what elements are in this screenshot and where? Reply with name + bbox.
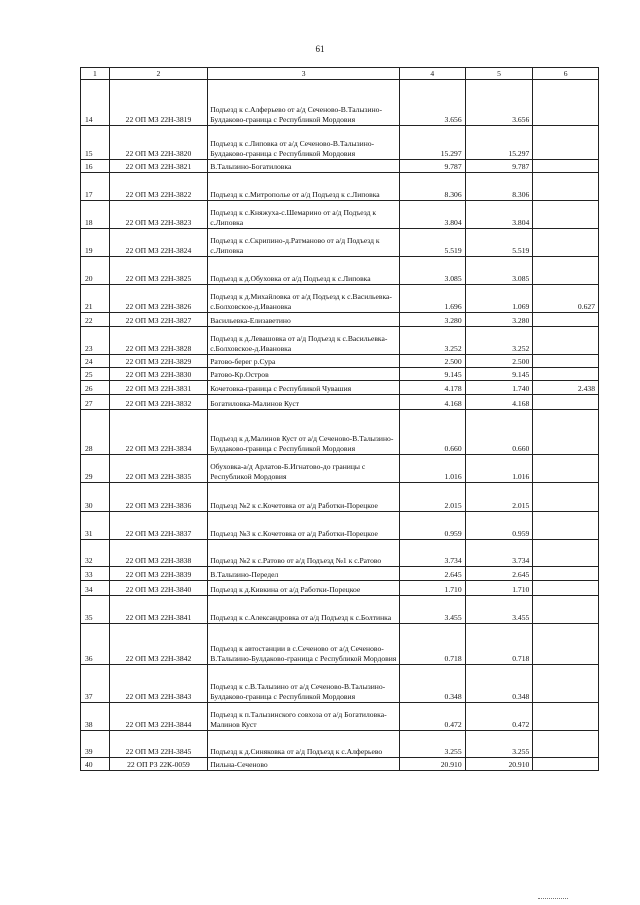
row-number: 35 [81,596,110,624]
length-col5: 1.740 [465,381,533,395]
length-total: 2.500 [400,355,466,368]
length-total: 3.734 [400,540,466,567]
table-row [81,395,599,410]
road-id: 22 ОП МЗ 22Н-3832 [109,395,207,410]
length-total: 0.348 [400,665,466,703]
road-id: 22 ОП МЗ 22Н-3839 [109,567,207,581]
length-col5: 2.645 [465,567,533,581]
table-row [81,285,599,313]
length-col6 [533,703,599,731]
road-name: Подъезд к п.Талызинского совхоза от а/д Богатиловка-Малинов Куст [208,703,400,731]
length-col5: 0.660 [465,410,533,455]
length-col6 [533,257,599,285]
length-total: 20.910 [400,758,466,771]
row-number: 26 [81,381,110,395]
table-row [81,758,599,771]
length-col6 [533,665,599,703]
length-col5: 9.787 [465,160,533,173]
length-col5: 0.348 [465,665,533,703]
table-row [81,257,599,285]
table-row [81,381,599,395]
road-name: Подъезд к с.Княжуха-с.Шемарино от а/д Подъезд к с.Липовка [208,201,400,229]
road-name: Подъезд к д.Михайловка от а/д Подъезд к с.Васильевка-с.Болховское-д.Ивановка [208,285,400,313]
row-number: 33 [81,567,110,581]
length-col6 [533,581,599,596]
length-col5: 3.804 [465,201,533,229]
road-name: Подъезд к д.Левашовка от а/д Подъезд к с.Васильевка-с.Болховское-д.Ивановка [208,327,400,355]
length-total: 3.280 [400,313,466,327]
length-total: 4.178 [400,381,466,395]
road-name: Подъезд №2 к с.Ратово от а/д Подъезд №1 к с.Ратово [208,540,400,567]
road-name: Подъезд к с.Липовка от а/д Сеченово-В.Талызино-Булдаково-граница с Республикой Мордовия [208,126,400,160]
row-number: 23 [81,327,110,355]
road-name: Пильна-Сеченово [208,758,400,771]
road-id: 22 ОП МЗ 22Н-3830 [109,368,207,381]
road-id: 22 ОП МЗ 22Н-3834 [109,410,207,455]
length-total: 1.016 [400,455,466,483]
road-name: Подъезд к с.Скрипино-д.Ратманово от а/д Подъезд к с.Липовка [208,229,400,257]
length-total: 9.145 [400,368,466,381]
road-name: Васильевка-Елизаветино [208,313,400,327]
table-row [81,355,599,368]
length-col5: 3.455 [465,596,533,624]
table-row [81,665,599,703]
road-name: В.Талызино-Богатиловка [208,160,400,173]
length-total: 3.255 [400,731,466,758]
row-number: 16 [81,160,110,173]
road-name: Подъезд к с.В.Талызино от а/д Сеченово-В.Талызино-Булдаково-граница с Республикой Мордовия [208,665,400,703]
road-name: Подъезд к с.Алферьево от а/д Сеченово-В.Талызино-Булдаково-граница с Республикой Мордовия [208,80,400,126]
road-table [80,67,599,771]
row-number: 40 [81,758,110,771]
row-number: 32 [81,540,110,567]
road-id: 22 ОП МЗ 22Н-3823 [109,201,207,229]
header-cell: 2 [109,68,207,80]
road-name: Подъезд к д.Кивкина от а/д Работки-Порецкое [208,581,400,596]
length-col6 [533,455,599,483]
length-col6 [533,624,599,665]
length-col6 [533,540,599,567]
table-row [81,173,599,201]
road-name: Обуховка-а/д Арлатов-Б.Игнатово-до границы с Республикой Мордовия [208,455,400,483]
road-name: Подъезд к автостанции в с.Сеченово от а/д Сеченово-В.Талызино-Булдаково-граница с Республикой Мордовия [208,624,400,665]
table-row [81,540,599,567]
table-row [81,731,599,758]
length-col5: 5.519 [465,229,533,257]
page-number: 61 [315,44,325,54]
road-id: 22 ОП МЗ 22Н-3827 [109,313,207,327]
road-name: Подъезд №3 к с.Кочетовка от а/д Работки-Порецкое [208,512,400,540]
row-number: 29 [81,455,110,483]
length-col6 [533,327,599,355]
table-row [81,126,599,160]
length-total: 1.696 [400,285,466,313]
road-id: 22 ОП МЗ 22Н-3836 [109,483,207,512]
road-id: 22 ОП МЗ 22Н-3828 [109,327,207,355]
table-header-row [81,68,599,80]
road-name: Подъезд к д.Синяковка от а/д Подъезд к с.Алферьево [208,731,400,758]
row-number: 34 [81,581,110,596]
road-id: 22 ОП МЗ 22Н-3838 [109,540,207,567]
length-col6 [533,410,599,455]
length-col6 [533,173,599,201]
road-name: Подъезд к д.Обуховка от а/д Подъезд к с.Липовка [208,257,400,285]
length-col5: 0.959 [465,512,533,540]
row-number: 18 [81,201,110,229]
scan-mark [538,898,568,899]
length-col6 [533,731,599,758]
length-col5: 20.910 [465,758,533,771]
row-number: 27 [81,395,110,410]
road-id: 22 ОП МЗ 22Н-3825 [109,257,207,285]
header-cell: 6 [533,68,599,80]
road-name: Кочетовка-граница с Республикой Чувашия [208,381,400,395]
road-name: Ратово-Кр.Остров [208,368,400,381]
row-number: 17 [81,173,110,201]
header-cell: 4 [400,68,466,80]
length-total: 0.718 [400,624,466,665]
table-row [81,703,599,731]
road-name: Подъезд №2 к с.Кочетовка от а/д Работки-Порецкое [208,483,400,512]
length-total: 1.710 [400,581,466,596]
length-total: 0.472 [400,703,466,731]
length-col5: 0.718 [465,624,533,665]
length-col6 [533,368,599,381]
length-col5: 2.015 [465,483,533,512]
road-id: 22 ОП МЗ 22Н-3831 [109,381,207,395]
length-total: 2.015 [400,483,466,512]
length-col5: 0.472 [465,703,533,731]
table-row [81,567,599,581]
length-total: 3.085 [400,257,466,285]
row-number: 31 [81,512,110,540]
road-id: 22 ОП МЗ 22Н-3829 [109,355,207,368]
table-row [81,160,599,173]
row-number: 20 [81,257,110,285]
length-col6 [533,80,599,126]
length-total: 3.455 [400,596,466,624]
table-row [81,368,599,381]
header-cell: 3 [208,68,400,80]
road-id: 22 ОП МЗ 22Н-3820 [109,126,207,160]
header-cell: 1 [81,68,110,80]
length-total: 0.660 [400,410,466,455]
length-col5: 15.297 [465,126,533,160]
road-id: 22 ОП МЗ 22Н-3821 [109,160,207,173]
length-col5: 3.085 [465,257,533,285]
length-col5: 3.656 [465,80,533,126]
length-col6 [533,758,599,771]
table-row [81,512,599,540]
road-id: 22 ОП МЗ 22Н-3843 [109,665,207,703]
length-col5: 1.016 [465,455,533,483]
length-col5: 2.500 [465,355,533,368]
table-row [81,410,599,455]
table-row [81,624,599,665]
length-col5: 3.280 [465,313,533,327]
length-col6 [533,483,599,512]
length-col5: 1.069 [465,285,533,313]
length-col5: 3.734 [465,540,533,567]
row-number: 22 [81,313,110,327]
length-total: 2.645 [400,567,466,581]
road-id: 22 ОП МЗ 22Н-3826 [109,285,207,313]
row-number: 19 [81,229,110,257]
road-id: 22 ОП МЗ 22Н-3837 [109,512,207,540]
length-col5: 3.255 [465,731,533,758]
road-id: 22 ОП МЗ 22Н-3840 [109,581,207,596]
length-col6 [533,126,599,160]
length-total: 3.804 [400,201,466,229]
road-id: 22 ОП РЗ 22К-0059 [109,758,207,771]
length-total: 0.959 [400,512,466,540]
road-id: 22 ОП МЗ 22Н-3845 [109,731,207,758]
header-cell: 5 [465,68,533,80]
length-col6 [533,512,599,540]
road-name: Подъезд к с.Митрополье от а/д Подъезд к с.Липовка [208,173,400,201]
length-col6 [533,160,599,173]
length-col5: 9.145 [465,368,533,381]
length-total: 3.252 [400,327,466,355]
length-total: 9.787 [400,160,466,173]
length-col6 [533,355,599,368]
length-col6 [533,201,599,229]
length-col5: 1.710 [465,581,533,596]
length-col6 [533,596,599,624]
road-name: В.Талызино-Передел [208,567,400,581]
road-id: 22 ОП МЗ 22Н-3841 [109,596,207,624]
road-name: Подъезд к д.Малинов Куст от а/д Сеченово-В.Талызино-Булдаково-граница с Республикой Мордовия [208,410,400,455]
road-id: 22 ОП МЗ 22Н-3819 [109,80,207,126]
road-id: 22 ОП МЗ 22Н-3822 [109,173,207,201]
road-name: Ратово-берег р.Сура [208,355,400,368]
table-row [81,483,599,512]
road-id: 22 ОП МЗ 22Н-3835 [109,455,207,483]
road-id: 22 ОП МЗ 22Н-3824 [109,229,207,257]
row-number: 14 [81,80,110,126]
road-name: Богатиловка-Малинов Куст [208,395,400,410]
table-row [81,201,599,229]
length-total: 5.519 [400,229,466,257]
table-row [81,455,599,483]
table-row [81,80,599,126]
row-number: 39 [81,731,110,758]
length-col6: 0.627 [533,285,599,313]
length-col5: 8.306 [465,173,533,201]
row-number: 36 [81,624,110,665]
table-row [81,313,599,327]
row-number: 37 [81,665,110,703]
table-row [81,596,599,624]
table-row [81,327,599,355]
row-number: 24 [81,355,110,368]
table-row [81,229,599,257]
length-total: 3.656 [400,80,466,126]
length-col5: 4.168 [465,395,533,410]
length-col6: 2.438 [533,381,599,395]
length-col6 [533,313,599,327]
row-number: 25 [81,368,110,381]
length-col6 [533,229,599,257]
row-number: 38 [81,703,110,731]
length-col6 [533,567,599,581]
road-id: 22 ОП МЗ 22Н-3844 [109,703,207,731]
row-number: 28 [81,410,110,455]
length-col5: 3.252 [465,327,533,355]
row-number: 30 [81,483,110,512]
road-id: 22 ОП МЗ 22Н-3842 [109,624,207,665]
row-number: 21 [81,285,110,313]
length-col6 [533,395,599,410]
road-name: Подъезд к с.Александровка от а/д Подъезд к с.Болтинка [208,596,400,624]
row-number: 15 [81,126,110,160]
length-total: 15.297 [400,126,466,160]
table-row [81,581,599,596]
length-total: 4.168 [400,395,466,410]
length-total: 8.306 [400,173,466,201]
